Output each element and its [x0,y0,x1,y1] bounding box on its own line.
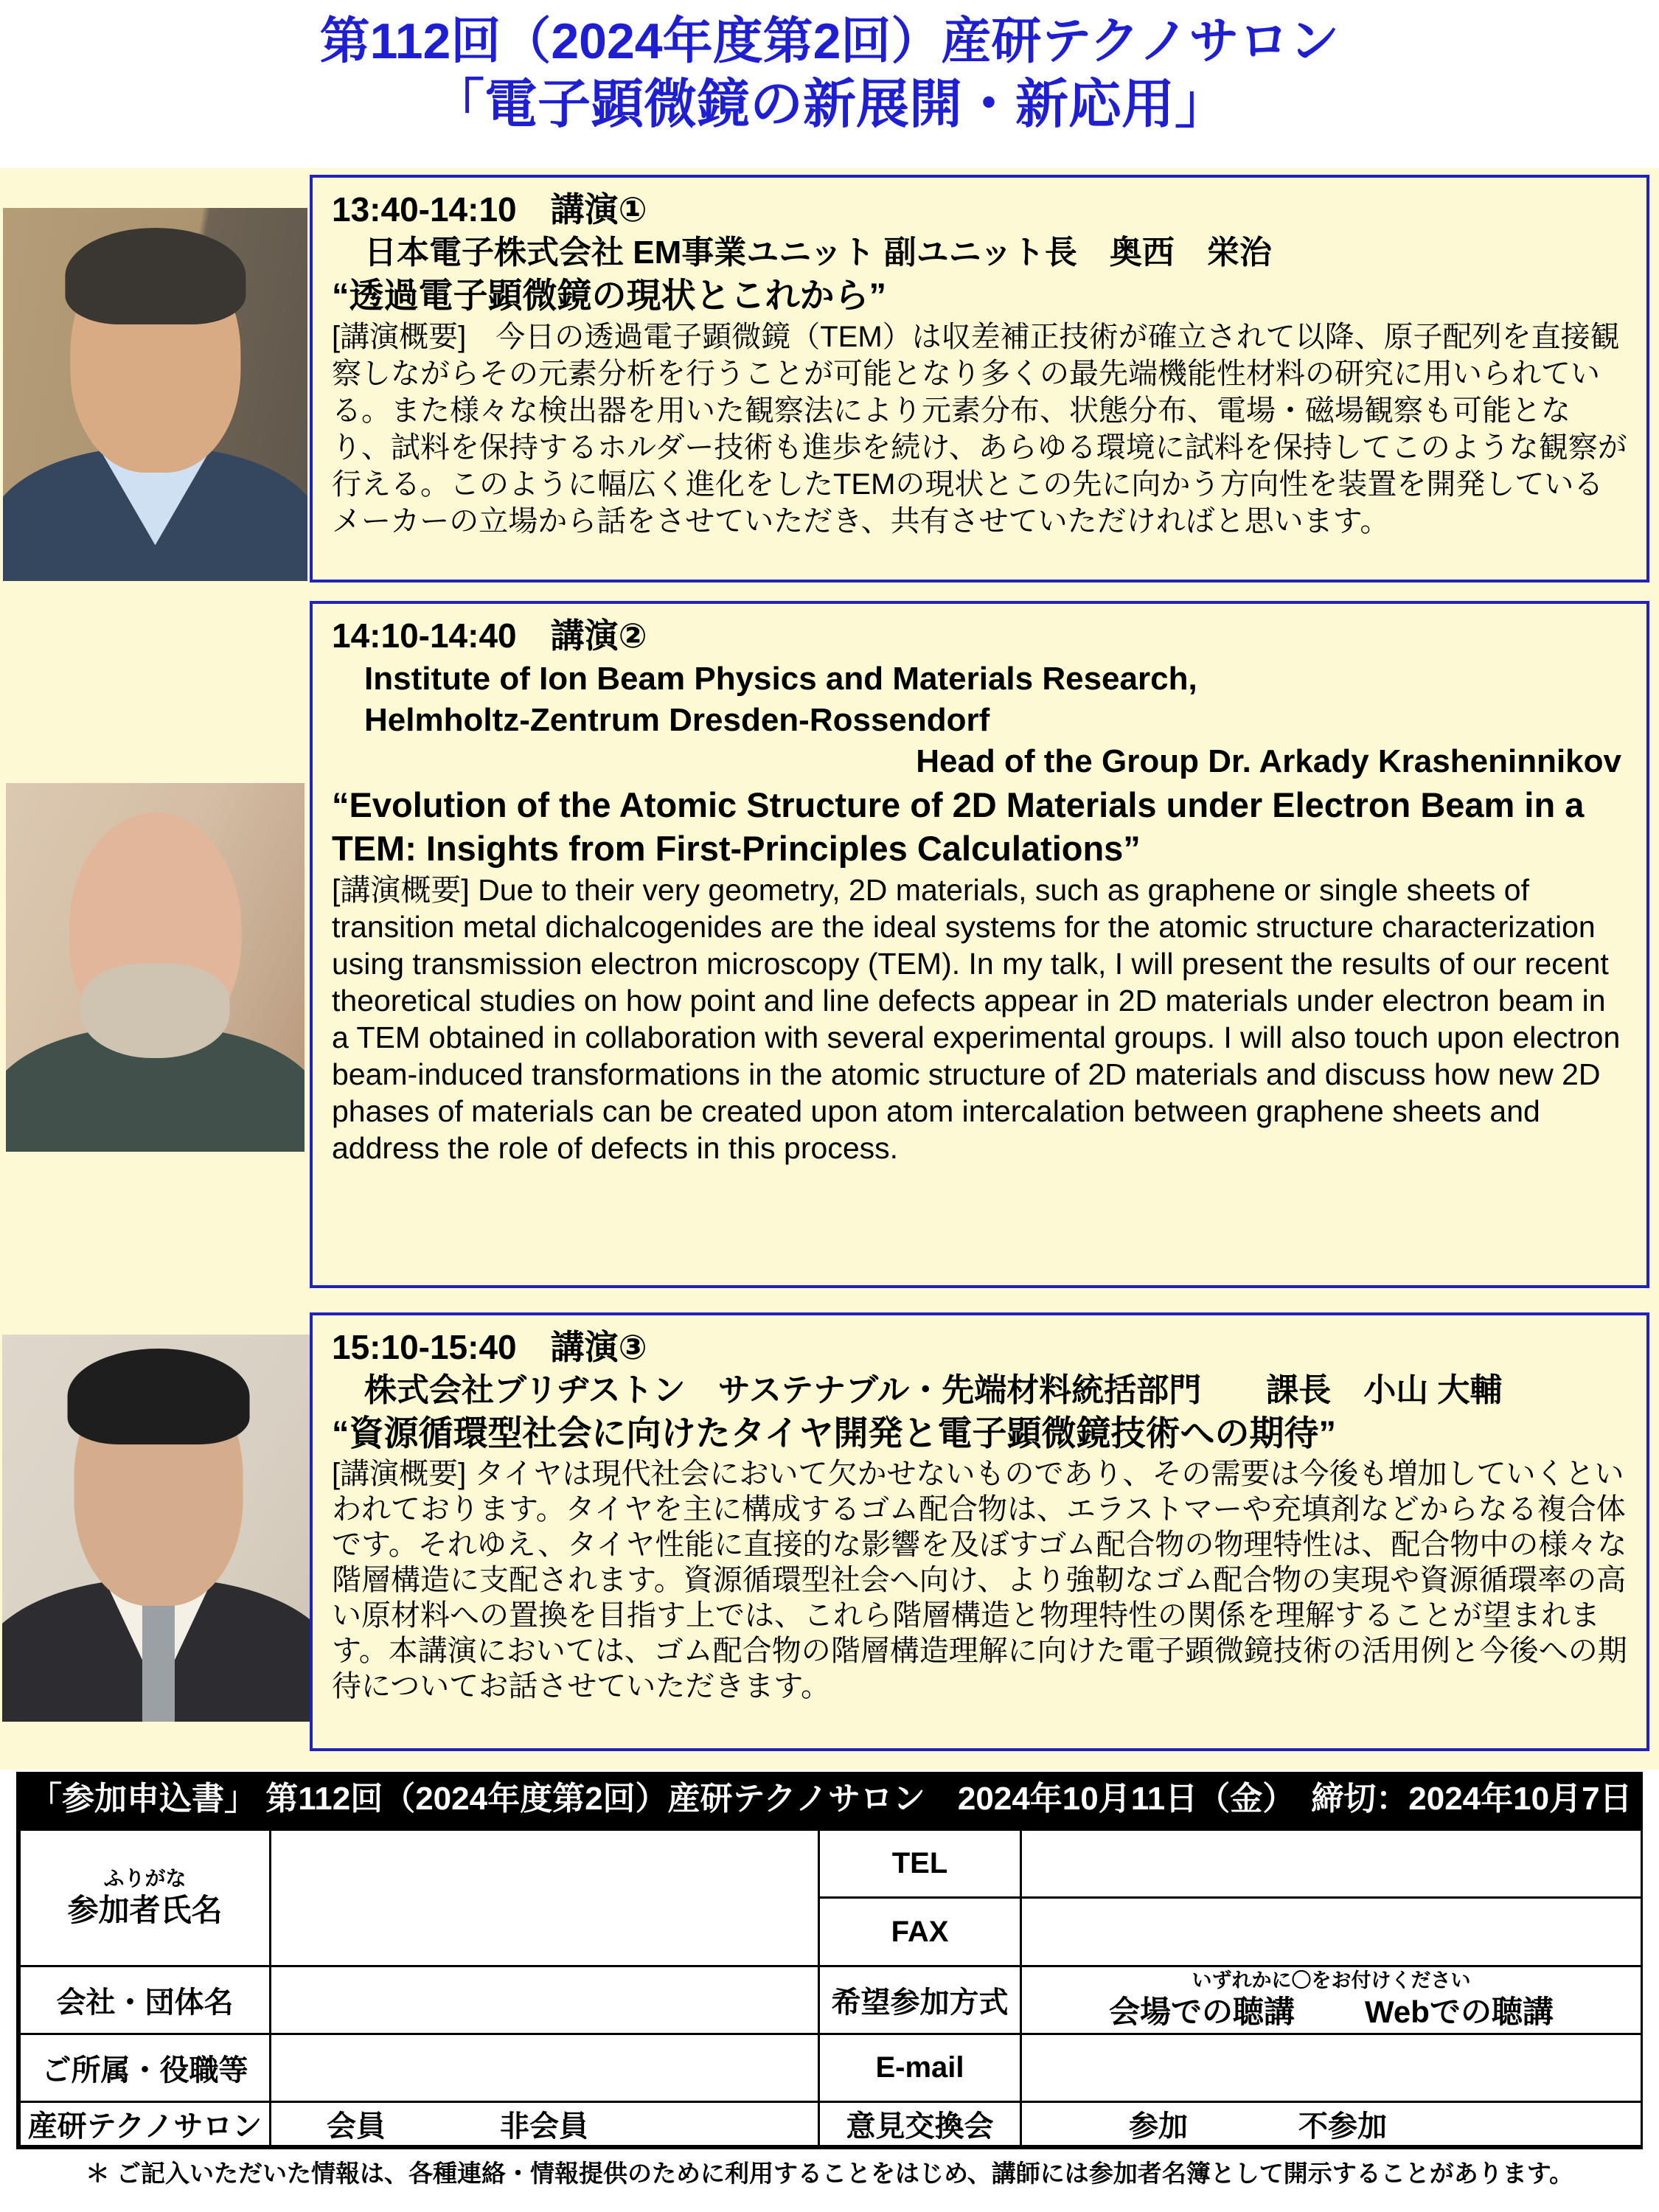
input-company[interactable] [271,1966,819,2034]
speaker-photo-okunishi [3,208,307,581]
label-fax: FAX [819,1898,1021,1966]
exchange-attendance-cell [1021,2102,1642,2146]
input-affiliation[interactable] [271,2034,819,2102]
option-venue-listening[interactable]: 会場での聴講 [1109,1994,1295,2030]
session-3-time: 15:10-15:40 講演③ [332,1328,647,1366]
session-3-talk-title: “資源循環型社会に向けたタイヤ開発と電子顕微鏡技術への期待” [332,1413,1337,1453]
session-1-time: 13:40-14:10 講演① [332,190,647,229]
page-title [0,10,1659,138]
label-email: E-mail [819,2034,1021,2102]
input-participant-name[interactable] [271,1830,819,1966]
photo-head [74,1366,243,1606]
participation-method-cell [1021,1966,1642,2034]
participation-method-note: いずれかに〇をお付けください [1192,1969,1471,1992]
session-2-abstract: [講演概要] Due to their very geometry, 2D materials, such as graphene or single sheets of transition metal dichalcogenides are the ideal systems for the atomic structure characterization using transmission electron microscopy (TEM). In my talk, I will present the results of our recent theoretical studies on how point and line defects appear in 2D materials under electron beam in a TEM obtained in collaboration with several experimental groups. I will also touch upon electron beam-induced transformations in the atomic structure of 2D materials and discuss how new 2D phases of materials can be created upon atom intercalation between graphene sheets and address the role of defects in this process. [332,873,1621,1166]
speaker-photo-koyama [2,1335,315,1722]
option-member[interactable]: 会員 [327,2110,386,2143]
application-form-table [16,1826,1643,2149]
photo-head [70,242,240,473]
session-1-abstract: [講演概要] 今日の透過電子顕微鏡（TEM）は収差補正技術が確立されて以降、原子配列を直接観察しながらその元素分析を行うことが可能となり多くの最先端機能性材料の研究に用いられている。また様々な検出器を用いた観察法により元素分布、状態分布、電場・磁場観察も可能となり、試料を保持するホルダー技術も進歩を続け、あらゆる環境に試料を保持してこのような観察が行える。このように幅広く進化をしたTEMの現状とこの先に向かう方向性を装置を開発しているメーカーの立場から話をさせていただき、共有させていただければと思います。 [332,321,1627,538]
session-3-abstract: [講演概要] タイヤは現代社会において欠かせないものであり、その需要は今後も増加していくといわれております。タイヤを主に構成するゴム配合物は、エラストマーや充填剤などからなる複合体です。それゆえ、タイヤ性能に直接的な影響を及ぼすゴム配合物の物理特性は、配合物中の様々な階層構造に支配されます。資源循環型社会へ向け、より強靭なゴム配合物の実現や資源循環率の高い原材料への置換を目指す上では、これら階層構造と物理特性の関係を理解することが望まれます。本講演においては、ゴム配合物の階層構造理解に向けた電子顕微鏡技術の活用例と今後への期待についてお話させていただきます。 [332,1458,1627,1703]
session-card-1 [310,175,1649,582]
session-1-talk-title: “透過電子顕微鏡の現状とこれから” [332,276,886,316]
option-nonmember[interactable]: 非会員 [500,2110,588,2143]
session-2-talk-title: “Evolution of the Atomic Structure of 2D Materials under Electron Beam in a TEM: Insights from First-Principles Calculations” [332,785,1585,868]
session-card-3 [310,1312,1649,1751]
session-2-affiliation-line-1: Institute of Ion Beam Physics and Materials Research, [332,660,1197,697]
label-techno-salon: 産研テクノサロン [20,2102,271,2146]
photo-head [69,813,242,1048]
session-card-2 [310,601,1649,1288]
label-company: 会社・団体名 [20,1966,271,2034]
label-affiliation: ご所属・役職等 [20,2034,271,2102]
session-3-affiliation: 株式会社ブリヂストン サステナブル・先端材料統括部門 課長 小山 大輔 [332,1371,1503,1408]
page-title-line-1: 第112回（2024年度第2回）産研テクノサロン [319,13,1340,69]
input-fax[interactable] [1021,1898,1642,1966]
label-participant-name-text: 参加者氏名 [67,1892,223,1927]
speaker-photo-krasheninnikov [6,783,305,1152]
page-title-line-2: 「電子顕微鏡の新展開・新応用」 [431,75,1228,134]
option-attend[interactable]: 参加 [1129,2110,1188,2143]
form-footnote: ＊ ご記入いただいた情報は、各種連絡・情報提供のために利用することをはじめ、講師には参加者名簿として開示することがあります。 [85,2160,1574,2187]
label-participation-method: 希望参加方式 [819,1966,1021,2034]
session-1-affiliation: 日本電子株式会社 EM事業ユニット 副ユニット長 奥西 栄治 [332,234,1272,271]
label-exchange-meeting: 意見交換会 [819,2102,1021,2146]
session-2-affiliation-line-2: Helmholtz-Zentrum Dresden-Rossendorf [332,702,990,739]
label-participant-name [20,1830,271,1966]
membership-cell [271,2102,819,2146]
option-web-listening[interactable]: Webでの聴講 [1365,1994,1554,2030]
label-furigana: ふりがな [103,1866,187,1890]
option-not-attend[interactable]: 不参加 [1298,2110,1387,2143]
application-form-header: 「参加申込書」 第112回（2024年度第2回）産研テクノサロン 2024年10月11日（金） 締切：2024年10月7日 [16,1772,1643,1826]
label-tel: TEL [819,1830,1021,1898]
session-2-time: 14:10-14:40 講演② [332,616,647,655]
session-2-speaker: Head of the Group Dr. Arkady Krasheninnikov [916,743,1621,780]
input-tel[interactable] [1021,1830,1642,1898]
input-email[interactable] [1021,2034,1642,2102]
